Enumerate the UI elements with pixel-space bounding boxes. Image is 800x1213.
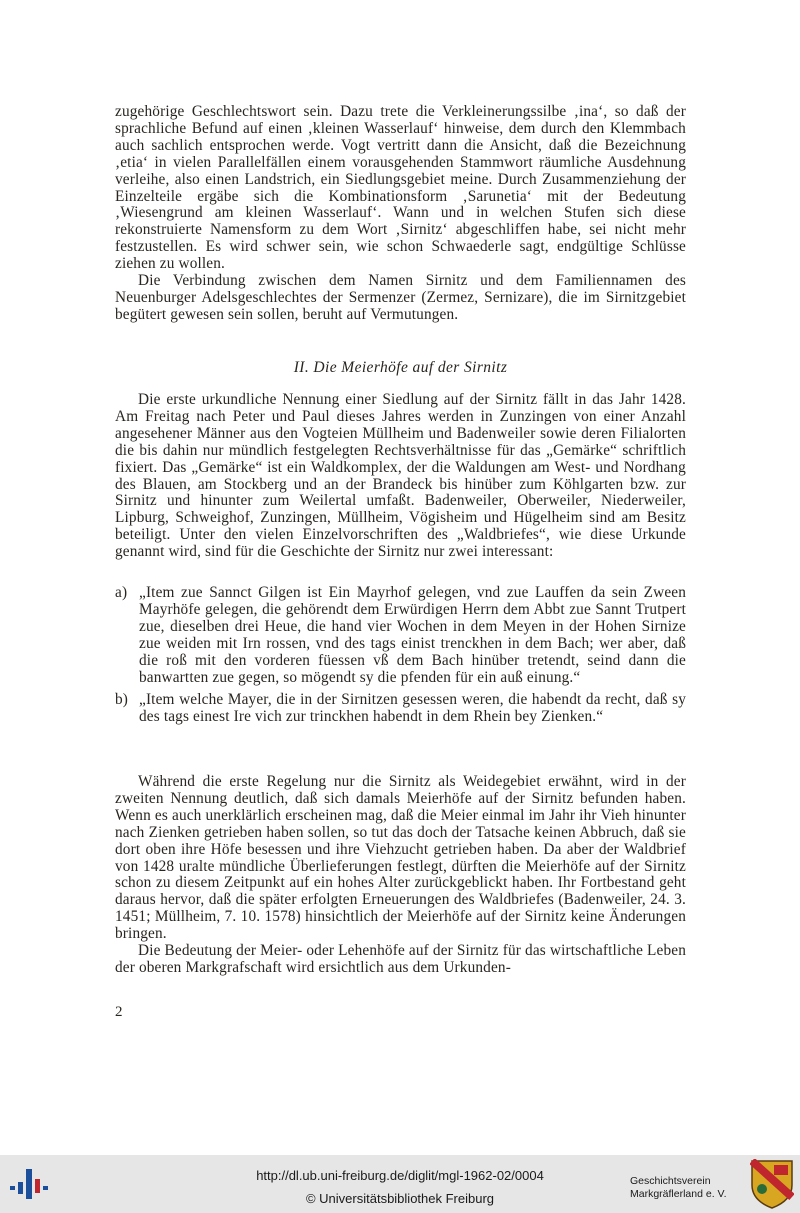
paragraph: Die erste urkundliche Nennung einer Siedlung auf der Sirnitz fällt in das Jahr 1428. Am Freitag nach Peter und Paul dieses Jahres werden in Zunzingen von einer Anzahl angesehener Männer aus den Vogteien Müllheim und Badenweiler sowie deren Filialorten die bis dahin nur mündlich festgelegten Rechtsverhältnisse für das „Gemärke“ schriftlich fixiert. Das „Gemärke“ ist ein Waldkomplex, der die Waldungen am West- und Nordhang des Blauen, am Stockberg und an der Brandeck bis hinüber zum Köhlgarten bzw. zur Sirnitz und hinunter zum Weilertal umfaßt. Badenweiler, Oberweiler, Niederweiler, Lipburg, Schweighof, Zunzingen, Müllheim, Vögisheim und Hügelheim sind am Besitz beteiligt. Unter den vielen Einzelvorschriften des „Waldbriefes“, wie diese Urkunde genannt wird, sind für die Geschichte der Sirnitz nur zwei interessant: <box>115 391 686 561</box>
footer-url-link[interactable]: http://dl.ub.uni-freiburg.de/diglit/mgl-1962-02/0004 <box>256 1168 544 1183</box>
page-number: 2 <box>115 1004 123 1020</box>
text-block-top <box>115 104 686 324</box>
coat-of-arms-icon[interactable] <box>750 1159 794 1209</box>
section-heading: II. Die Meierhöfe auf der Sirnitz <box>293 359 508 376</box>
quote-text: „Item welche Mayer, die in der Sirnitzen gesessen weren, die habendt da recht, daß sy des tags einest Ire vich zur trinckhen habendt in dem Rhein bey Zienken.“ <box>139 691 686 726</box>
quote-list <box>115 585 686 732</box>
paragraph: zugehörige Geschlechtswort sein. Dazu trete die Verkleinerungssilbe ‚ina‘, so daß der sprachliche Befund auf einen ‚kleinen Wasserlauf‘ hinweise, dem durch den Klemmbach auch sachlich entsprochen werde. Vogt vertritt dann die Ansicht, daß die Bezeichnung ‚etia‘ in vielen Parallelfällen einem vorausgehenden Stammwort räumliche Ausdehnung verleihe, also einen Landstrich, ein Siedlungsgebiet meine. Durch Zusammenziehung der Einzelteile ergäbe sich die Kombinationsform ‚Sarunetia‘ mit der Bedeutung ‚Wiesengrund am kleinen Wasserlauf‘. Wann und in welchen Stufen sich diese rekonstruierte Namensform zu dem Wort ‚Sirnitz‘ abgeschliffen habe, sei nicht mehr festzustellen. Es wird schwer sein, wie schon Schwaederle sagt, endgültige Schlüsse ziehen zu wollen. <box>115 103 686 273</box>
society-name[interactable] <box>630 1175 745 1201</box>
footer-bar <box>0 1155 800 1213</box>
paragraph: Die Verbindung zwischen dem Namen Sirnitz und dem Familiennamen des Neuenburger Adelsgeschlechtes der Sermenzer (Zermez, Sernizare), die im Sirnitzgebiet begütert gewesen sein sollen, beruht auf Vermutungen. <box>115 272 686 323</box>
society-line-1: Geschichtsverein <box>630 1175 711 1187</box>
quote-marker: b) <box>115 691 129 709</box>
society-line-2: Markgräflerland e. V. <box>630 1188 727 1200</box>
quote-item-b <box>115 692 686 726</box>
quote-marker: a) <box>115 584 128 601</box>
text-block-bottom <box>115 774 686 977</box>
footer-copyright: © Universitätsbibliothek Freiburg <box>305 1191 495 1206</box>
paragraph: Die Bedeutung der Meier- oder Lehenhöfe auf der Sirnitz für das wirtschaftliche Leben der oberen Markgrafschaft wird ersichtlich aus dem Urkunden- <box>115 942 686 976</box>
quote-item-a <box>115 585 686 686</box>
text-block-intro <box>115 392 686 561</box>
paragraph: Während die erste Regelung nur die Sirnitz als Weidegebiet erwähnt, wird in der zweiten Nennung deutlich, daß sich damals Meierhöfe auf der Sirnitz befunden haben. Wenn es auch unerklärlich erscheinen mag, daß die Meier einmal im Jahr ihr Vieh hinunter nach Zienken getrieben haben sollen, so tut das doch der Tatsache keinen Abbruch, daß sie dort oben ihre Höfe besessen und ihre Viehzucht getrieben haben. Da aber der Waldbrief von 1428 uralte mündliche Überlieferungen festlegt, dürften die Meierhöfe auf der Sirnitz schon zu diesem Zeitpunkt auf ein hohes Alter zurückgeblickt haben. Ihr Fortbestand geht daraus hervor, daß die später erfolgten Erneuerungen des Waldbriefes (Badenweiler, 24. 3. 1451; Müllheim, 7. 10. 1578) hinsichtlich der Meierhöfe auf der Sirnitz keine Änderungen bringen. <box>115 773 686 943</box>
quote-text: „Item zue Sannct Gilgen ist Ein Mayrhof gelegen, vnd zue Lauffen da sein Zween Mayrhöfe gelegen, die gehörendt dem Erwürdigen Herrn dem Abbt zue Sannt Trutpert zue, dieselben drei Heue, die hand vier Wochen in dem Meyen in der Hohen Sirnize zue weiden mit Irn rossen, vnd des tags einist trenckhen in dem Bach; wer aber, daß die roß mit den vorderen füessen vß dem Bach hinüber tretendt, seind dann die banwartten zue gegen, so mögendt sy die pfenden für ein auß einung.“ <box>139 584 686 686</box>
